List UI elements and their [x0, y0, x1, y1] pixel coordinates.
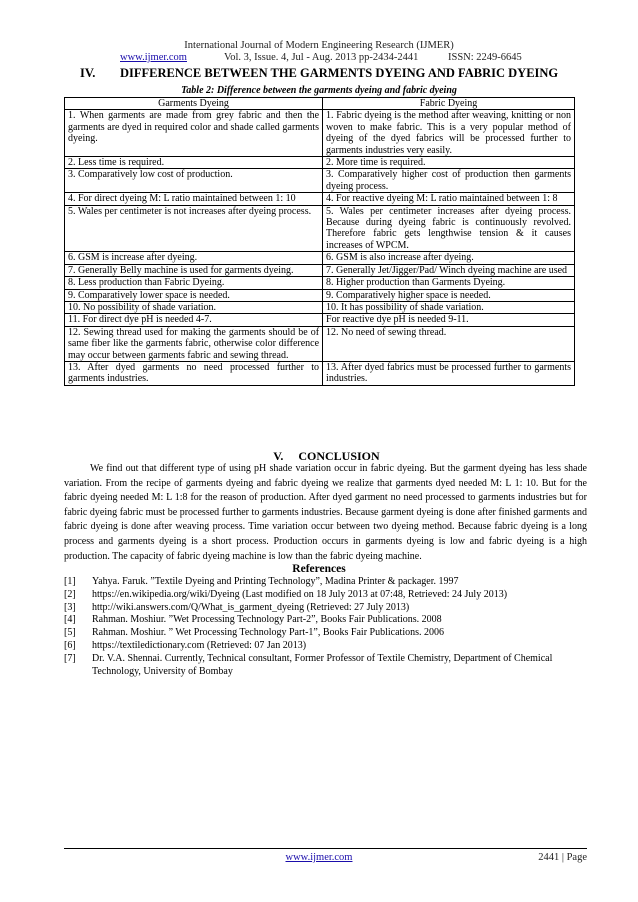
header-fabric-dyeing: Fabric Dyeing — [323, 98, 575, 110]
garments-cell: 13. After dyed garments no need processed further to garments industries. — [65, 361, 323, 385]
journal-issn: ISSN: 2249-6645 — [448, 52, 522, 63]
reference-text: Rahman. Moshiur. ”Wet Processing Technology Part-2”, Books Fair Publications. 2008 — [92, 614, 442, 626]
reference-item — [64, 614, 587, 627]
header-garments-dyeing: Garments Dyeing — [65, 98, 323, 110]
fabric-cell: 10. It has possibility of shade variation. — [323, 301, 575, 313]
table-row — [65, 205, 575, 252]
section-heading — [80, 66, 558, 81]
journal-volume: Vol. 3, Issue. 4, Jul - Aug. 2013 pp-2434-2441 — [224, 52, 419, 63]
garments-cell: 2. Less time is required. — [65, 157, 323, 169]
table-row — [65, 277, 575, 289]
table-header-row — [65, 98, 575, 110]
reference-text: Dr. V.A. Shennai. Currently, Technical consultant, Former Professor of Textile Chemistry, Department of Chemical Technology, University of Bombay — [92, 652, 553, 677]
garments-cell: 8. Less production than Fabric Dyeing. — [65, 277, 323, 289]
references-list — [64, 576, 587, 678]
fabric-cell: 13. After dyed fabrics must be processed further to garments industries. — [323, 361, 575, 385]
reference-item — [64, 627, 587, 640]
table-row — [65, 157, 575, 169]
journal-website-link[interactable]: www.ijmer.com — [120, 52, 187, 63]
reference-item — [64, 653, 587, 679]
footer-divider — [64, 848, 587, 849]
reference-number: [7] — [64, 652, 76, 664]
table-row — [65, 326, 575, 361]
reference-item — [64, 589, 587, 602]
section-number: IV. — [80, 66, 96, 80]
table-row — [65, 301, 575, 313]
table-caption: Table 2: Difference between the garments dyeing and fabric dyeing — [181, 85, 457, 96]
garments-cell: 3. Comparatively low cost of production. — [65, 169, 323, 193]
reference-item — [64, 602, 587, 615]
conclusion-paragraph: We find out that different type of using pH shade variation occur in fabric dyeing. But the garment dyeing has less shade variation. From the recipe of garments dyeing and fabric dyeing we realize that garments dyed needed M: L 1: 10. But for the fabric dyeing needed M: L 1:8 for the reason of production. After dyed garment no need processed to garments industries but for fabric dyeing fabric must be processed further to garments industries. Because garment dyeing is done after finished garments and fabric dyeing is done after weaving process. Time variation occur between two dyeing method. Because fabric dyeing is a long process and garments dyeing is a short process. Production occurs in garments dyeing is low and fabric dyeing is a high production. The capacity of fabric dyeing machine is low than the fabric dyeing machine. — [64, 463, 587, 562]
reference-number: [2] — [64, 588, 76, 600]
reference-text: https://en.wikipedia.org/wiki/Dyeing (Last modified on 18 July 2013 at 07:48, Retrieved: 24 July 2013) — [92, 588, 508, 600]
reference-number: [1] — [64, 576, 76, 587]
journal-title: International Journal of Modern Engineering Research (IJMER) — [184, 40, 454, 51]
comparison-table — [64, 97, 575, 386]
garments-cell: 9. Comparatively lower space is needed. — [65, 289, 323, 301]
table-row — [65, 169, 575, 193]
fabric-cell: 12. No need of sewing thread. — [323, 326, 575, 361]
reference-text: Rahman. Moshiur. ” Wet Processing Technology Part-1”, Books Fair Publications. 2006 — [92, 627, 444, 639]
table-row — [65, 193, 575, 205]
garments-cell: 6. GSM is increase after dyeing. — [65, 252, 323, 264]
reference-text: https://textiledictionary.com (Retrieved: 07 Jan 2013) — [92, 639, 307, 651]
garments-cell: 1. When garments are made from grey fabric and then the garments are dyed in required color and shade called garments dyeing. — [65, 110, 323, 157]
footer-website-link[interactable]: www.ijmer.com — [285, 852, 353, 863]
reference-text: http://wiki.answers.com/Q/What_is_garment_dyeing (Retrieved: 27 July 2013) — [92, 601, 410, 613]
fabric-cell: 9. Comparatively higher space is needed. — [323, 289, 575, 301]
reference-number: [5] — [64, 627, 76, 639]
table-row — [65, 110, 575, 157]
fabric-cell: 6. GSM is also increase after dyeing. — [323, 252, 575, 264]
fabric-cell: 3. Comparatively higher cost of production then garments dyeing process. — [323, 169, 575, 193]
reference-number: [6] — [64, 639, 76, 651]
garments-cell: 5. Wales per centimeter is not increases after dyeing process. — [65, 205, 323, 252]
fabric-cell: 7. Generally Jet/Jigger/Pad/ Winch dyeing machine are used — [323, 264, 575, 276]
fabric-cell: 2. More time is required. — [323, 157, 575, 169]
reference-number: [4] — [64, 614, 76, 626]
garments-cell: 10. No possibility of shade variation. — [65, 301, 323, 313]
conclusion-number: V. — [273, 449, 284, 463]
conclusion-title: CONCLUSION — [298, 449, 380, 463]
table-row — [65, 264, 575, 276]
references-heading: References — [292, 563, 346, 575]
conclusion-body — [64, 462, 587, 564]
garments-cell: 4. For direct dyeing M: L ratio maintained between 1: 10 — [65, 193, 323, 205]
garments-cell: 12. Sewing thread used for making the garments should be of same fiber like the garments fabric, otherwise color difference may occur between garments fabric and sewing thread. — [65, 326, 323, 361]
reference-text: Yahya. Faruk. ”Textile Dyeing and Printing Technology”, Madina Printer & packager. 1997 — [92, 576, 459, 587]
reference-item — [64, 576, 587, 589]
page-number: 2441 | Page — [538, 852, 587, 863]
reference-number: [3] — [64, 601, 76, 613]
table-row — [65, 252, 575, 264]
table-row — [65, 361, 575, 385]
fabric-cell: 1. Fabric dyeing is the method after weaving, knitting or non woven to make fabric. This is a very popular method of dyeing of the dyed fabrics will be processed further to garments industries very easily. — [323, 110, 575, 157]
fabric-cell: For reactive dye pH is needed 9-11. — [323, 314, 575, 326]
fabric-cell: 4. For reactive dyeing M: L ratio maintained between 1: 8 — [323, 193, 575, 205]
fabric-cell: 5. Wales per centimeter increases after dyeing process. Because during dyeing fabric is continuously revolved. Therefore fabric gets lengthwise tension & it causes increases of WPCM. — [323, 205, 575, 252]
table-row — [65, 289, 575, 301]
table-row — [65, 314, 575, 326]
fabric-cell: 8. Higher production than Garments Dyeing. — [323, 277, 575, 289]
section-title: DIFFERENCE BETWEEN THE GARMENTS DYEING AND FABRIC DYEING — [120, 66, 559, 80]
reference-item — [64, 640, 587, 653]
garments-cell: 11. For direct dye pH is needed 4-7. — [65, 314, 323, 326]
garments-cell: 7. Generally Belly machine is used for garments dyeing. — [65, 264, 323, 276]
